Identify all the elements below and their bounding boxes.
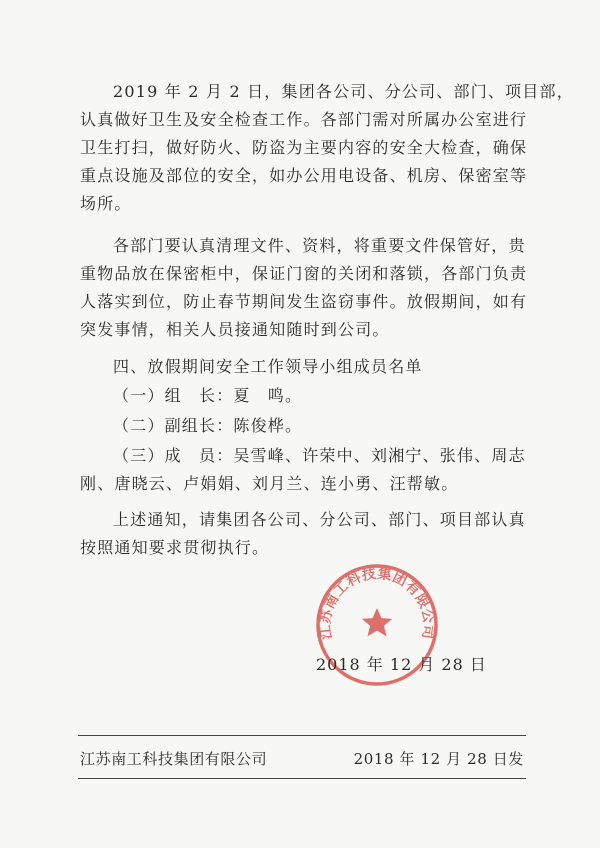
section-4-heading: 四、放假期间安全工作领导小组成员名单 <box>113 357 423 376</box>
text-line: 各部门要认真清理文件、资料，将重要文件保管好，贵 <box>113 236 526 255</box>
closing-paragraph <box>80 506 526 562</box>
text-line: 2019 年 2 月 2 日，集团各公司、分公司、部门、项目部， <box>113 82 574 101</box>
signature-date: 2018 年 12 月 28 日 <box>316 655 487 674</box>
text-line: 卫生打扫，做好防火、防盗为主要内容的安全大检查，确保 <box>80 138 528 157</box>
members-paragraph <box>80 442 526 498</box>
text-line: 重点设施及部位的安全，如办公用电设备、机房、保密室等 <box>80 166 528 185</box>
paragraph-documents <box>80 232 528 344</box>
footer-issue-date: 2018 年 12 月 28 日发 <box>353 750 524 768</box>
team-deputy: （二）副组长：陈俊桦。 <box>113 416 303 435</box>
section-heading <box>80 353 520 381</box>
footer-rule-top <box>78 735 526 736</box>
text-line: 按照通知要求贯彻执行。 <box>80 538 270 557</box>
team-leader: （一）组 长：夏 鸣。 <box>113 386 303 405</box>
leader-line <box>80 382 520 410</box>
text-line: 重物品放在保密柜中，保证门窗的关闭和落锁，各部门负责 <box>80 264 528 283</box>
seal-star-icon <box>362 608 392 636</box>
footer-rule-bottom <box>78 778 526 779</box>
deputy-line <box>80 412 520 440</box>
text-line: 突发事情，相关人员接通知随时到公司。 <box>80 320 390 339</box>
text-line: 认真做好卫生及安全检查工作。各部门需对所属办公室进行 <box>80 110 528 129</box>
text-line: 场所。 <box>80 194 132 213</box>
text-line: 人落实到位，防止春节期间发生盗窃事件。放假期间，如有 <box>80 292 528 311</box>
footer-organization: 江苏南工科技集团有限公司 <box>80 750 268 768</box>
text-line: 刚、唐晓云、卢娟娟、刘月兰、连小勇、汪帮敏。 <box>80 474 459 493</box>
paragraph-inspection <box>80 78 574 218</box>
text-line: 上述通知，请集团各公司、分公司、部门、项目部认真 <box>113 510 526 529</box>
text-line: （三）成 员：吴雪峰、许荣中、刘湘宁、张伟、周志 <box>113 446 526 465</box>
seal-text: 江苏南工科技集团有限公司 <box>317 565 437 641</box>
